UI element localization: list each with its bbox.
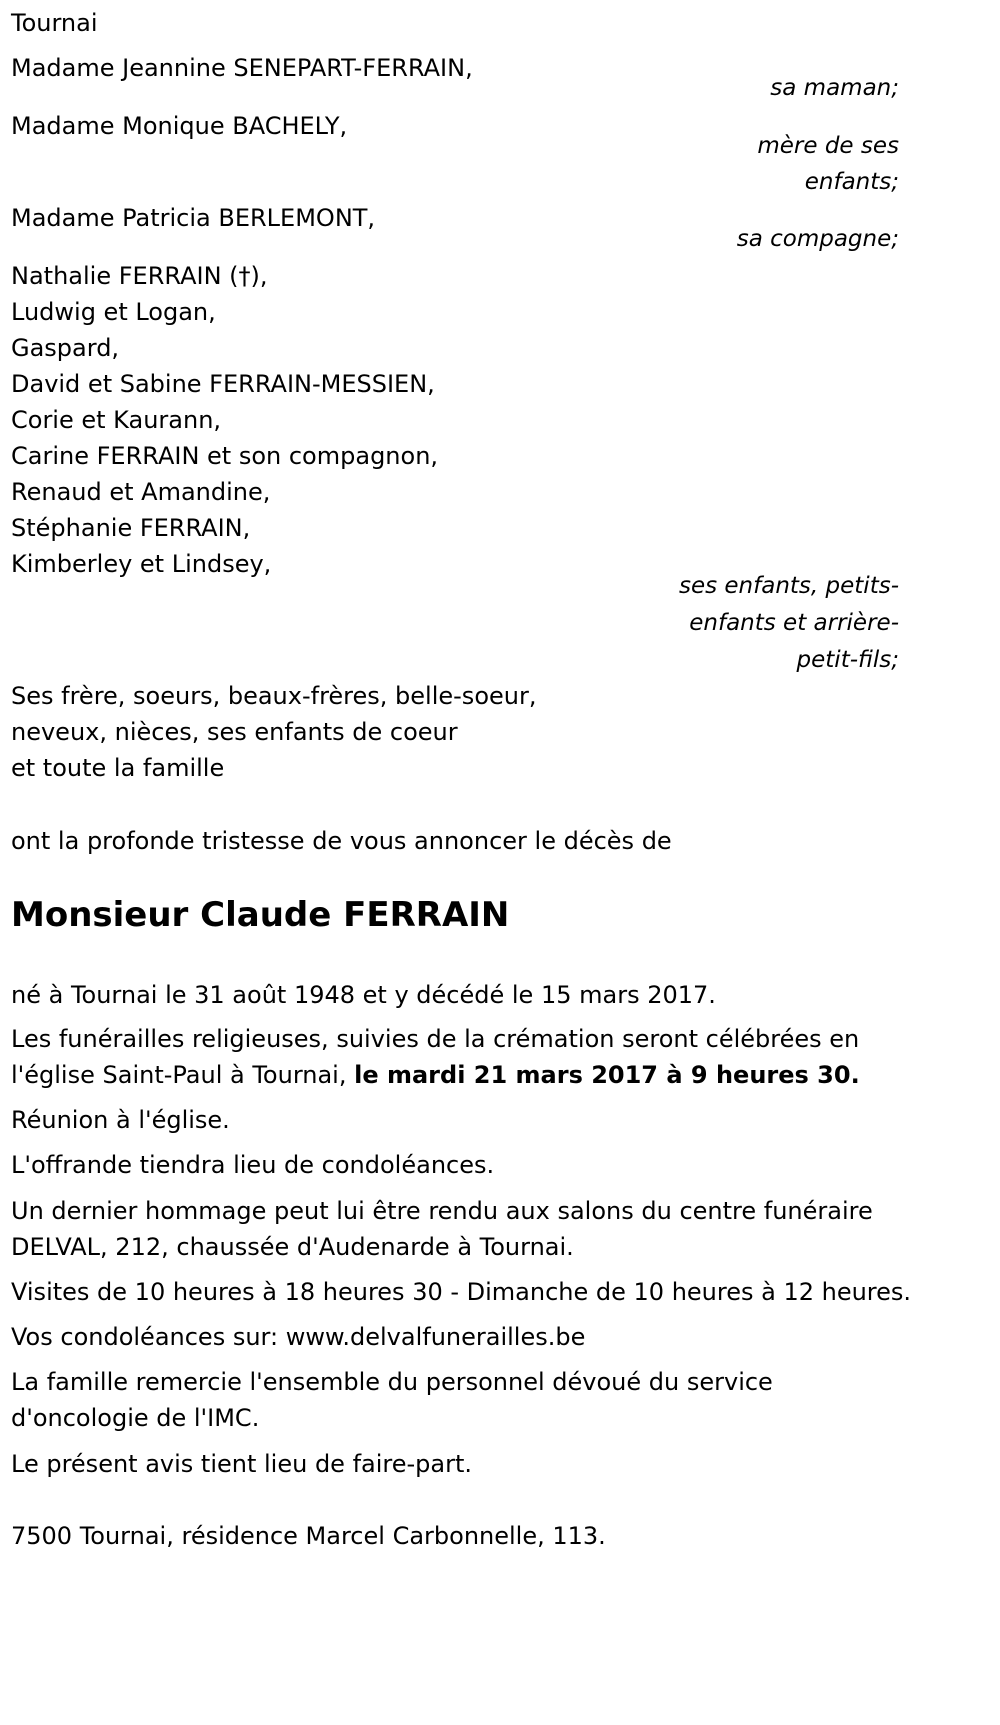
child-line: Carine FERRAIN et son compagnon, <box>11 442 439 470</box>
tribute-line-2: DELVAL, 212, chaussée d'Audenarde à Tournai. <box>11 1233 574 1261</box>
tribute-line-1: Un dernier hommage peut lui être rendu aux salons du centre funéraire <box>11 1197 873 1225</box>
condolences: Vos condoléances sur: www.delvalfunerailles.be <box>11 1323 586 1351</box>
mourner-children-mother-role-1: mère de ses <box>757 133 899 159</box>
family-line: Ses frère, soeurs, beaux-frères, belle-soeur, <box>11 682 537 710</box>
funeral-line-2 <box>11 1057 860 1093</box>
address: 7500 Tournai, résidence Marcel Carbonnelle, 113. <box>11 1522 606 1550</box>
mourner-children-mother-name: Madame Monique BACHELY, <box>11 112 348 140</box>
meeting: Réunion à l'église. <box>11 1106 230 1134</box>
birth-death: né à Tournai le 31 août 1948 et y décédé le 15 mars 2017. <box>11 981 716 1009</box>
children-role-3: petit-fils; <box>796 647 899 673</box>
family-line: neveux, nièces, ses enfants de coeur <box>11 718 458 746</box>
mourner-companion-role: sa compagne; <box>736 226 899 252</box>
child-line: Kimberley et Lindsey, <box>11 550 272 578</box>
child-line: Corie et Kaurann, <box>11 406 222 434</box>
mourner-companion-name: Madame Patricia BERLEMONT, <box>11 204 376 232</box>
thanks-line-2: d'oncologie de l'IMC. <box>11 1404 260 1432</box>
offering: L'offrande tiendra lieu de condoléances. <box>11 1151 495 1179</box>
notice: Le présent avis tient lieu de faire-part. <box>11 1450 473 1478</box>
child-line: Renaud et Amandine, <box>11 478 271 506</box>
child-line: Ludwig et Logan, <box>11 298 216 326</box>
thanks-line-1: La famille remercie l'ensemble du personnel dévoué du service <box>11 1368 773 1396</box>
family-line: et toute la famille <box>11 754 225 782</box>
child-line: Nathalie FERRAIN (†), <box>11 262 268 290</box>
child-line: Stéphanie FERRAIN, <box>11 514 251 542</box>
funeral-church: l'église Saint-Paul à Tournai, <box>11 1061 355 1089</box>
announcement: ont la profonde tristesse de vous annoncer le décès de <box>11 827 672 855</box>
mourner-mother-role: sa maman; <box>770 75 899 101</box>
funeral-line-1: Les funérailles religieuses, suivies de la crémation seront célébrées en <box>11 1025 860 1053</box>
mourner-mother-name: Madame Jeannine SENEPART-FERRAIN, <box>11 54 473 82</box>
visits: Visites de 10 heures à 18 heures 30 - Dimanche de 10 heures à 12 heures. <box>11 1278 912 1306</box>
deceased-name: Monsieur Claude FERRAIN <box>11 895 510 935</box>
child-line: David et Sabine FERRAIN-MESSIEN, <box>11 370 435 398</box>
location-header: Tournai <box>11 9 98 37</box>
children-role-2: enfants et arrière- <box>689 610 899 636</box>
child-line: Gaspard, <box>11 334 120 362</box>
children-role-1: ses enfants, petits- <box>678 573 899 599</box>
mourner-children-mother-role-2: enfants; <box>804 169 899 195</box>
funeral-datetime: le mardi 21 mars 2017 à 9 heures 30. <box>354 1061 860 1089</box>
